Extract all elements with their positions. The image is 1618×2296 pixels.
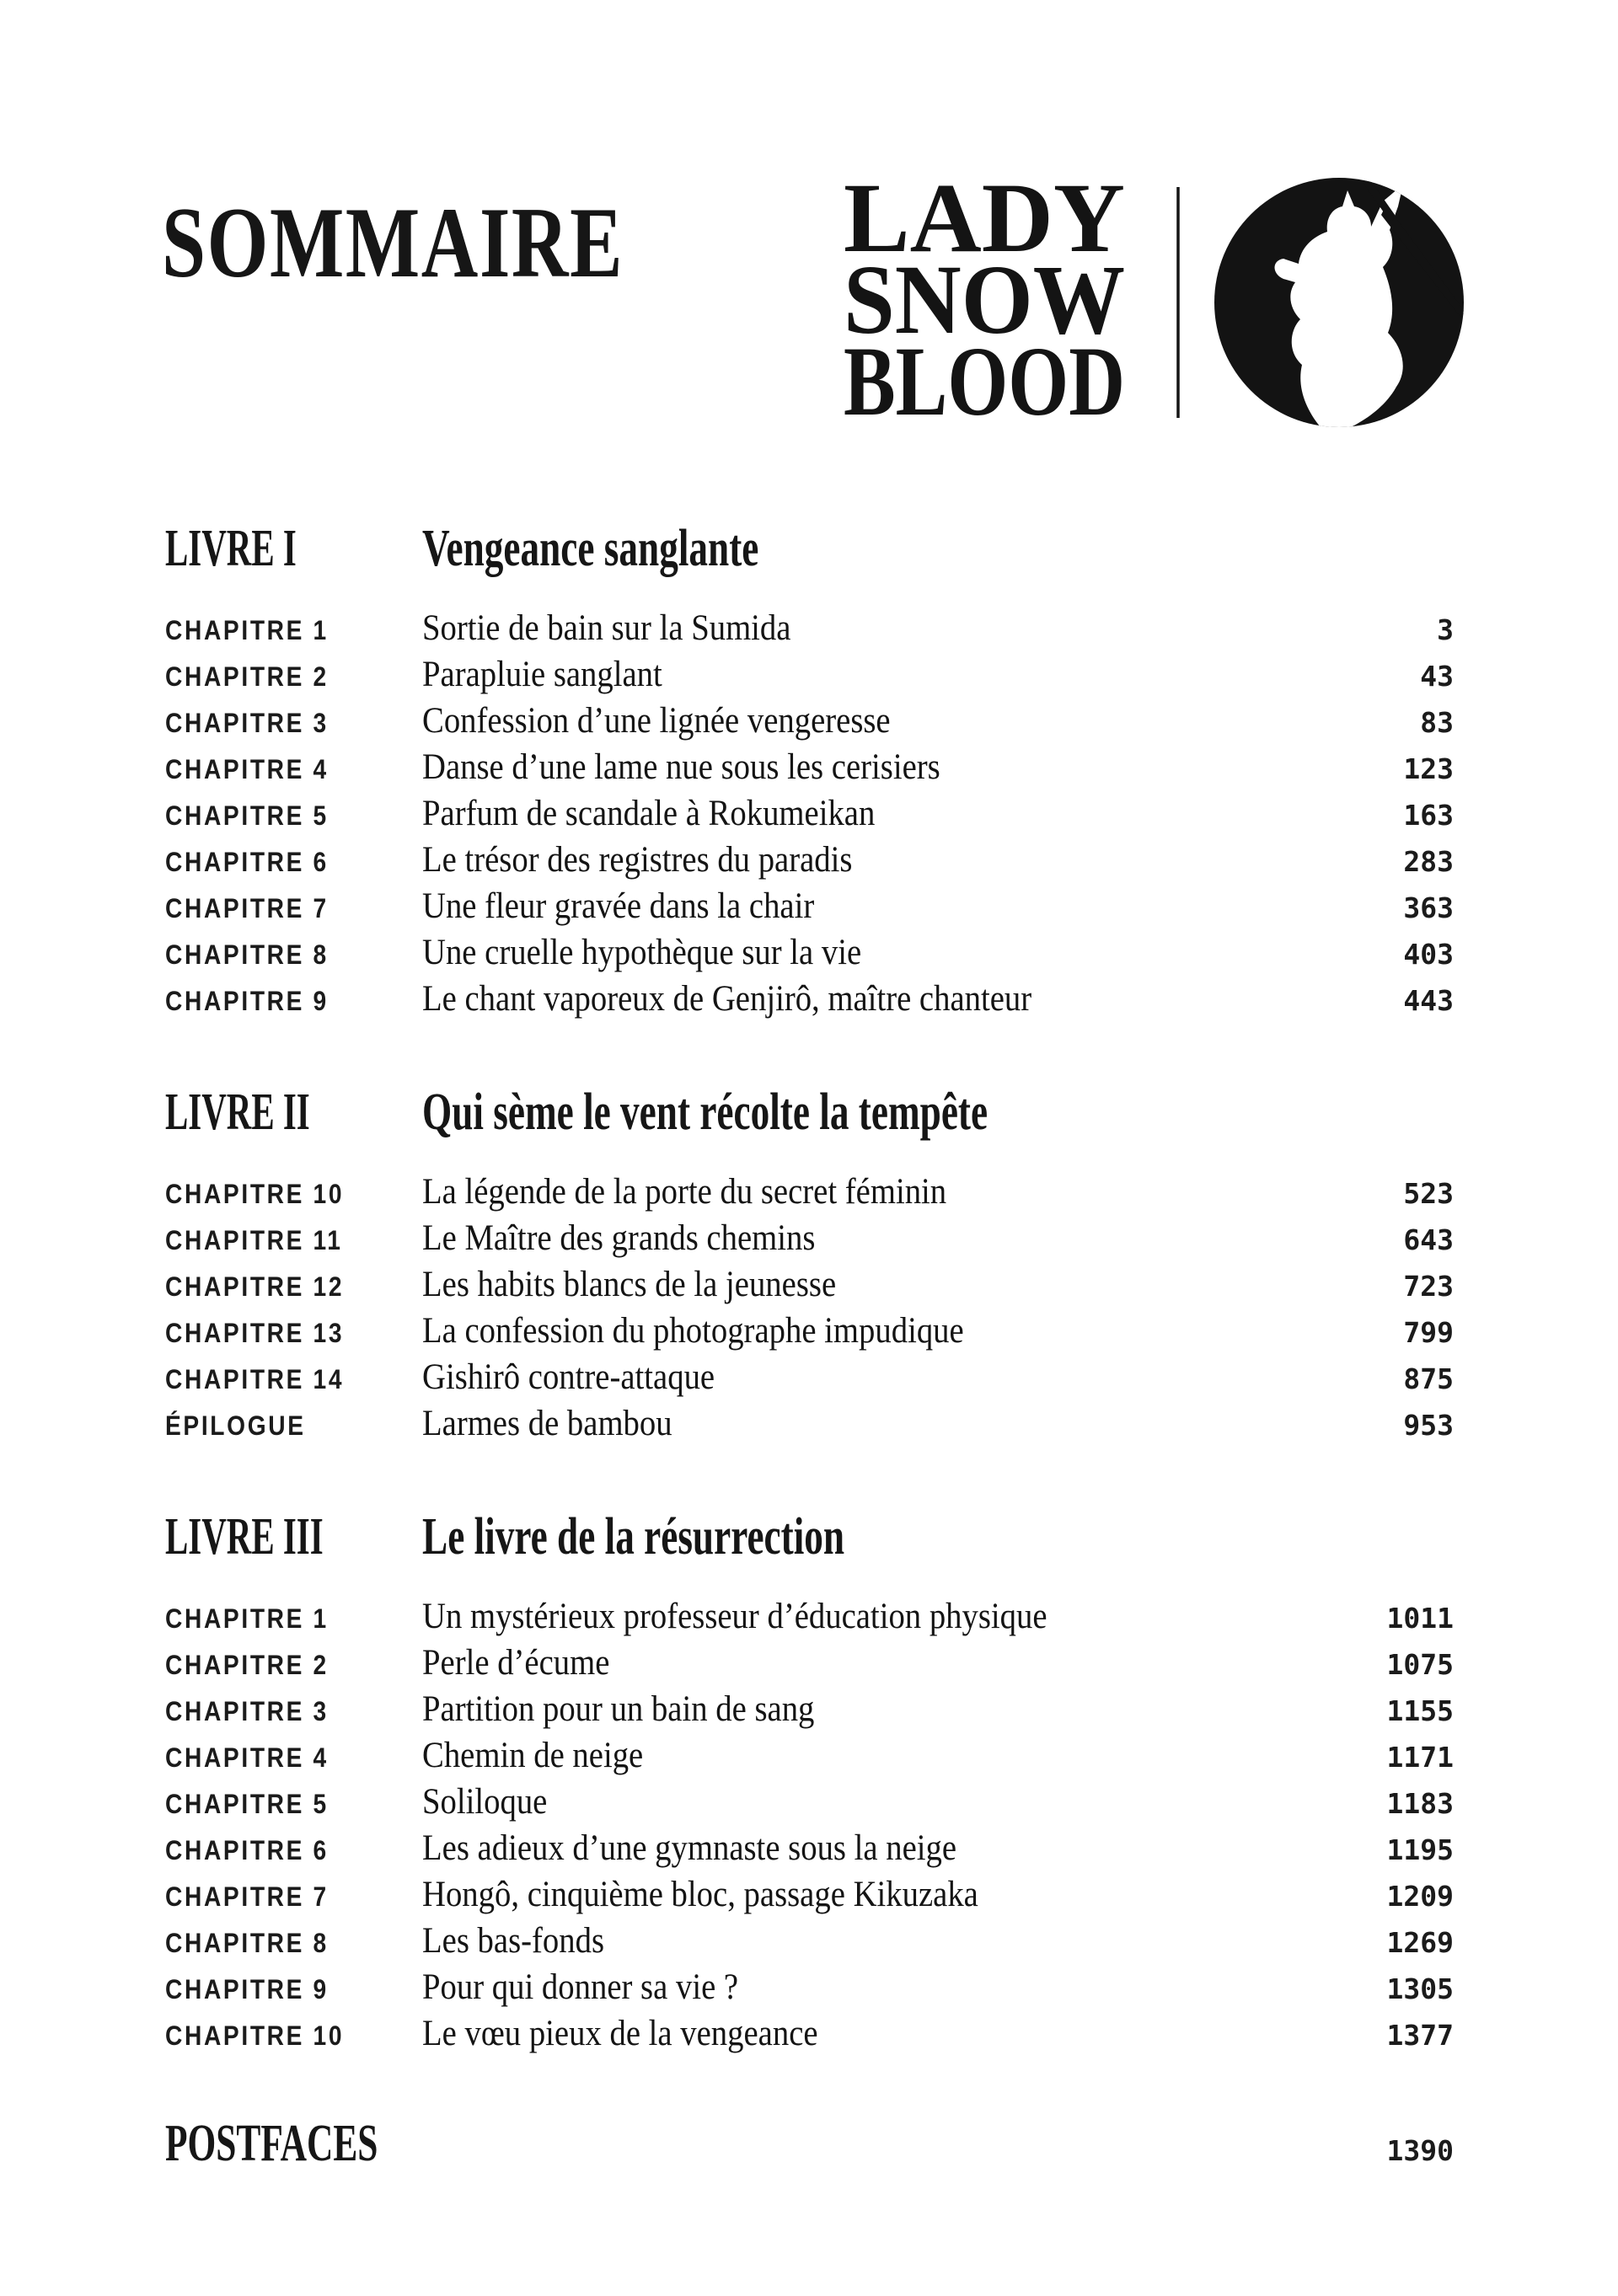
toc-entry-row bbox=[165, 1871, 1454, 1918]
book-entries bbox=[165, 1593, 1454, 2057]
entry-title-cell bbox=[422, 1964, 1336, 2010]
toc-entry-row bbox=[165, 1593, 1454, 1640]
entry-page: 643 bbox=[1403, 1223, 1454, 1256]
book-heading bbox=[165, 521, 1454, 576]
entry-label-cell bbox=[165, 1828, 422, 1874]
entry-label-cell bbox=[165, 1967, 422, 2013]
toc-entry-row bbox=[165, 1354, 1454, 1400]
entry-title-cell bbox=[422, 1825, 1336, 1871]
entry-title-cell bbox=[422, 2010, 1336, 2057]
page-title: SOMMAIRE bbox=[162, 186, 624, 298]
entry-title-cell bbox=[422, 1732, 1336, 1779]
entry-label: CHAPITRE 10 bbox=[165, 1179, 345, 1209]
entry-label-cell bbox=[165, 1642, 422, 1689]
entry-page: 523 bbox=[1403, 1177, 1454, 1210]
entry-title: Partition pour un bain de sang bbox=[422, 1689, 815, 1729]
entry-page: 875 bbox=[1403, 1362, 1454, 1395]
entry-title: La légende de la porte du secret féminin bbox=[422, 1172, 947, 1212]
entry-page: 1195 bbox=[1386, 1833, 1454, 1866]
entry-page: 953 bbox=[1403, 1409, 1454, 1442]
toc-entry-row bbox=[165, 1215, 1454, 1261]
entry-label: CHAPITRE 7 bbox=[165, 1881, 329, 1912]
book-title-cell bbox=[422, 1509, 1454, 1565]
entry-title: Soliloque bbox=[422, 1782, 548, 1822]
postfaces-row bbox=[165, 2116, 1454, 2179]
entry-label: CHAPITRE 2 bbox=[165, 661, 329, 692]
toc-entry-row bbox=[165, 2010, 1454, 2057]
book-title-cell bbox=[422, 521, 1454, 576]
entry-label: CHAPITRE 8 bbox=[165, 939, 329, 970]
toc-entry-row bbox=[165, 837, 1454, 883]
book-title: Qui sème le vent récolte la tempête bbox=[422, 1084, 988, 1141]
entry-title-cell bbox=[422, 1871, 1336, 1918]
book-title-cell bbox=[422, 1084, 1454, 1140]
book-label-cell bbox=[165, 1084, 422, 1140]
toc-entry-row bbox=[165, 1825, 1454, 1871]
entry-title-cell bbox=[422, 1779, 1336, 1825]
entry-label-cell bbox=[165, 932, 422, 978]
entry-title: Parfum de scandale à Rokumeikan bbox=[422, 794, 876, 833]
entry-title-cell bbox=[422, 837, 1336, 883]
entry-title: Le chant vaporeux de Genjirô, maître chanteur bbox=[422, 979, 1032, 1019]
entry-title-cell bbox=[422, 1308, 1336, 1354]
toc-entry-row bbox=[165, 651, 1454, 698]
entry-title: Confession d’une lignée vengeresse bbox=[422, 701, 891, 741]
book-heading bbox=[165, 1509, 1454, 1565]
book-section bbox=[165, 1084, 1454, 1447]
entry-label-cell bbox=[165, 1357, 422, 1403]
entry-label: CHAPITRE 4 bbox=[165, 754, 329, 784]
entry-page: 363 bbox=[1403, 891, 1454, 924]
book-section bbox=[165, 521, 1454, 1022]
entry-label: CHAPITRE 6 bbox=[165, 847, 329, 877]
toc bbox=[165, 521, 1454, 2179]
entry-page: 163 bbox=[1403, 799, 1454, 832]
toc-entry-row bbox=[165, 1964, 1454, 2010]
entry-label-cell bbox=[165, 978, 422, 1025]
entry-title: Les adieux d’une gymnaste sous la neige bbox=[422, 1828, 957, 1868]
book-label: LIVRE II bbox=[165, 1084, 310, 1141]
entry-title-cell bbox=[422, 1640, 1336, 1686]
entry-page: 1209 bbox=[1386, 1880, 1454, 1913]
entry-label: CHAPITRE 9 bbox=[165, 1974, 329, 2004]
toc-entry-row bbox=[165, 790, 1454, 837]
toc-entry-row bbox=[165, 1918, 1454, 1964]
entry-label-cell bbox=[165, 886, 422, 932]
entry-title: Chemin de neige bbox=[422, 1736, 644, 1775]
logo-word-snow: SNOW bbox=[844, 244, 1125, 355]
logo-wordmark bbox=[844, 175, 1125, 430]
entry-label-cell bbox=[165, 1689, 422, 1735]
book-entries bbox=[165, 605, 1454, 1022]
entry-label: CHAPITRE 5 bbox=[165, 1789, 329, 1819]
entry-label-cell bbox=[165, 1310, 422, 1357]
entry-label: CHAPITRE 7 bbox=[165, 893, 329, 923]
entry-label-cell bbox=[165, 1171, 422, 1218]
entry-title: Une fleur gravée dans la chair bbox=[422, 886, 815, 926]
entry-label-cell bbox=[165, 1264, 422, 1310]
logo-word-lady: LADY bbox=[844, 175, 1125, 273]
toc-entry-row bbox=[165, 1308, 1454, 1354]
postfaces-label: POSTFACES bbox=[165, 2115, 378, 2172]
entry-label: CHAPITRE 13 bbox=[165, 1318, 345, 1348]
entry-page: 1183 bbox=[1386, 1787, 1454, 1820]
entry-page: 799 bbox=[1403, 1316, 1454, 1349]
book-heading bbox=[165, 1084, 1454, 1140]
entry-title-cell bbox=[422, 605, 1336, 651]
entry-label: CHAPITRE 3 bbox=[165, 708, 329, 738]
entry-title-cell bbox=[422, 1354, 1336, 1400]
entry-title-cell bbox=[422, 1593, 1336, 1640]
entry-page: 1171 bbox=[1386, 1741, 1454, 1774]
entry-page: 1305 bbox=[1386, 1972, 1454, 2005]
lady-snowblood-logo bbox=[843, 175, 1468, 430]
entry-title-cell bbox=[422, 698, 1336, 744]
entry-title: Hongô, cinquième bloc, passage Kikuzaka bbox=[422, 1875, 978, 1914]
entry-title: Gishirô contre-attaque bbox=[422, 1357, 715, 1397]
entry-page: 1377 bbox=[1386, 2019, 1454, 2052]
entry-label: CHAPITRE 3 bbox=[165, 1696, 329, 1726]
entry-title: Un mystérieux professeur d’éducation physique bbox=[422, 1597, 1047, 1636]
entry-title: Les habits blancs de la jeunesse bbox=[422, 1265, 837, 1304]
entry-title-cell bbox=[422, 1686, 1336, 1732]
toc-entry-row bbox=[165, 1686, 1454, 1732]
book-label: LIVRE III bbox=[165, 1508, 324, 1565]
toc-entry-row bbox=[165, 1779, 1454, 1825]
entry-label: ÉPILOGUE bbox=[165, 1410, 306, 1441]
entry-label: CHAPITRE 4 bbox=[165, 1742, 329, 1773]
toc-entry-row bbox=[165, 929, 1454, 976]
entry-title-cell bbox=[422, 1400, 1336, 1447]
entry-title: Pour qui donner sa vie ? bbox=[422, 1967, 739, 2007]
entry-title: Larmes de bambou bbox=[422, 1404, 672, 1443]
swordswoman-silhouette-icon bbox=[1214, 178, 1465, 427]
entry-label-cell bbox=[165, 1596, 422, 1642]
entry-title-cell bbox=[422, 1918, 1336, 1964]
entry-label-cell bbox=[165, 1218, 422, 1264]
entry-title-cell bbox=[422, 883, 1336, 929]
entry-title: Les bas-fonds bbox=[422, 1921, 605, 1961]
entry-label: CHAPITRE 9 bbox=[165, 986, 329, 1016]
entry-title: Danse d’une lame nue sous les cerisiers bbox=[422, 747, 940, 787]
postfaces-label-cell bbox=[165, 2116, 1336, 2171]
entry-label-cell bbox=[165, 700, 422, 747]
entry-label-cell bbox=[165, 1735, 422, 1781]
entry-label: CHAPITRE 1 bbox=[165, 615, 329, 645]
entry-label-cell bbox=[165, 747, 422, 793]
entry-title-cell bbox=[422, 744, 1336, 790]
entry-label: CHAPITRE 12 bbox=[165, 1271, 345, 1302]
toc-entry-row bbox=[165, 976, 1454, 1022]
book-title: Vengeance sanglante bbox=[422, 520, 759, 577]
entry-title: Le trésor des registres du paradis bbox=[422, 840, 853, 880]
entry-page: 723 bbox=[1403, 1270, 1454, 1303]
entry-label: CHAPITRE 14 bbox=[165, 1364, 345, 1394]
logo-svg bbox=[843, 175, 1468, 430]
entry-page: 3 bbox=[1437, 613, 1454, 646]
entry-page: 43 bbox=[1420, 660, 1454, 693]
entry-label-cell bbox=[165, 654, 422, 700]
entry-title: Une cruelle hypothèque sur la vie bbox=[422, 933, 862, 972]
toc-entry-row bbox=[165, 1169, 1454, 1215]
entry-label: CHAPITRE 10 bbox=[165, 2020, 345, 2051]
toc-entry-row bbox=[165, 1640, 1454, 1686]
entry-label: CHAPITRE 11 bbox=[165, 1225, 343, 1255]
logo-word-blood: BLOOD bbox=[844, 326, 1125, 430]
entry-page: 1269 bbox=[1386, 1926, 1454, 1959]
toc-entry-row bbox=[165, 1400, 1454, 1447]
toc-entry-row bbox=[165, 1732, 1454, 1779]
toc-entry-row bbox=[165, 744, 1454, 790]
toc-entry-row bbox=[165, 605, 1454, 651]
toc-entry-row bbox=[165, 1261, 1454, 1308]
entry-page: 123 bbox=[1403, 752, 1454, 785]
entry-title: Parapluie sanglant bbox=[422, 655, 662, 694]
entry-title: La confession du photographe impudique bbox=[422, 1311, 964, 1351]
entry-label: CHAPITRE 8 bbox=[165, 1928, 329, 1958]
postfaces-page: 1390 bbox=[1386, 2134, 1454, 2167]
entry-label-cell bbox=[165, 793, 422, 839]
entry-label: CHAPITRE 2 bbox=[165, 1650, 329, 1680]
entry-title: Le Maître des grands chemins bbox=[422, 1218, 816, 1258]
entry-title: Sortie de bain sur la Sumida bbox=[422, 608, 791, 648]
entry-label-cell bbox=[165, 1920, 422, 1967]
entry-label-cell bbox=[165, 1403, 422, 1449]
entry-title-cell bbox=[422, 1169, 1336, 1215]
entry-page: 283 bbox=[1403, 845, 1454, 878]
entry-label-cell bbox=[165, 1781, 422, 1828]
toc-entry-row bbox=[165, 698, 1454, 744]
entry-label-cell bbox=[165, 839, 422, 886]
entry-title-cell bbox=[422, 651, 1336, 698]
entry-page: 1011 bbox=[1386, 1602, 1454, 1635]
entry-page: 1075 bbox=[1386, 1648, 1454, 1681]
book-section bbox=[165, 1509, 1454, 2057]
entry-label-cell bbox=[165, 2013, 422, 2059]
entry-label: CHAPITRE 6 bbox=[165, 1835, 329, 1865]
entry-title: Perle d’écume bbox=[422, 1643, 610, 1683]
entry-title-cell bbox=[422, 790, 1336, 837]
entry-title: Le vœu pieux de la vengeance bbox=[422, 2014, 818, 2053]
entry-page: 443 bbox=[1403, 984, 1454, 1017]
entry-label: CHAPITRE 5 bbox=[165, 800, 329, 831]
entry-title-cell bbox=[422, 929, 1336, 976]
book-label-cell bbox=[165, 521, 422, 576]
entry-page: 1155 bbox=[1386, 1694, 1454, 1727]
book-entries bbox=[165, 1169, 1454, 1447]
entry-label-cell bbox=[165, 607, 422, 654]
entry-label-cell bbox=[165, 1874, 422, 1920]
book-label-cell bbox=[165, 1509, 422, 1565]
entry-label: CHAPITRE 1 bbox=[165, 1603, 329, 1634]
entry-page: 403 bbox=[1403, 938, 1454, 971]
entry-title-cell bbox=[422, 1261, 1336, 1308]
toc-entry-row bbox=[165, 883, 1454, 929]
book-label: LIVRE I bbox=[165, 520, 297, 577]
entry-title-cell bbox=[422, 976, 1336, 1022]
entry-title-cell bbox=[422, 1215, 1336, 1261]
entry-page: 83 bbox=[1420, 706, 1454, 739]
book-title: Le livre de la résurrection bbox=[422, 1508, 845, 1565]
